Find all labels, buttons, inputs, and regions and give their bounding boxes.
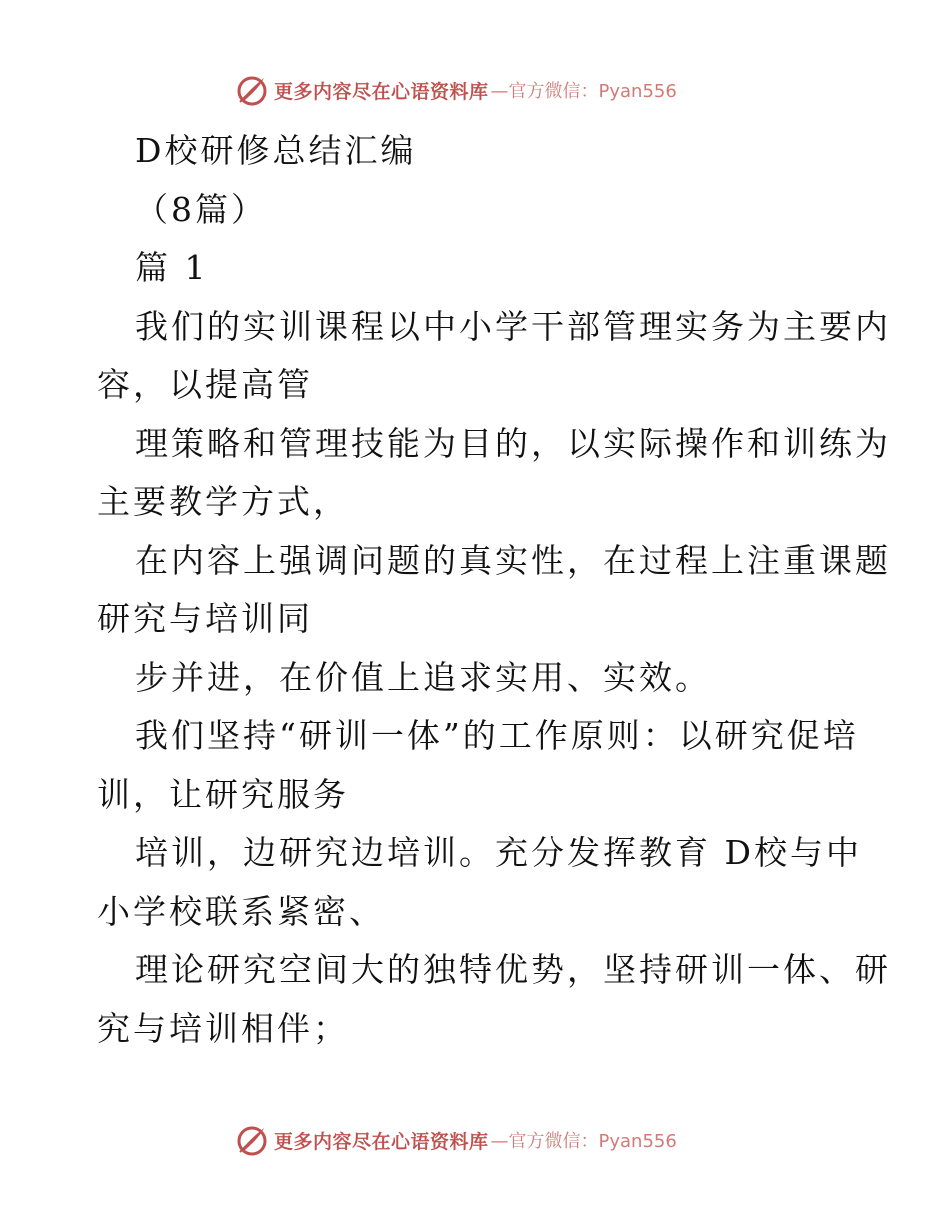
document-subtitle: （8篇）	[135, 189, 267, 229]
paragraph-line: 步并进，在价值上追求实用、实效。	[135, 657, 711, 697]
paragraph-line: 在内容上强调问题的真实性，在过程上注重课题	[135, 540, 891, 580]
footer-watermark	[236, 1123, 677, 1157]
watermark-main-text: 更多内容尽在心语资料库	[274, 80, 489, 103]
paragraph-line: 主要教学方式，	[97, 482, 349, 521]
paragraph-line: 研究与培训同	[97, 599, 313, 638]
document-title: D校研修总结汇编	[135, 131, 417, 170]
watermark-wechat-text: —官方微信：Pyan556	[490, 81, 677, 102]
paragraph-line: 理策略和管理技能为目的，以实际操作和训练为	[135, 423, 891, 463]
paragraph-line: 我们的实训课程以中小学干部管理实务为主要内	[135, 306, 891, 346]
header-watermark	[236, 73, 677, 107]
paragraph-line: 训，让研究服务	[97, 774, 349, 814]
watermark-wechat-text: —官方微信：Pyan556	[490, 1131, 677, 1152]
paragraph-line: 培训，边研究边培训。充分发挥教育 D校与中	[135, 833, 862, 872]
document-body	[97, 122, 891, 1058]
paragraph-line: 究与培训相伴；	[97, 1008, 349, 1048]
paragraph-line: 容，以提高管	[97, 365, 313, 404]
section-heading: 篇 1	[135, 248, 209, 287]
paragraph-line: 小学校联系紧密、	[97, 891, 385, 931]
paragraph-line: 我们坚持“研训一体”的工作原则：以研究促培	[135, 716, 859, 755]
quill-logo-icon	[236, 74, 268, 106]
paragraph-line: 理论研究空间大的独特优势，坚持研训一体、研	[135, 950, 891, 989]
quill-logo-icon	[236, 1124, 268, 1156]
watermark-main-text: 更多内容尽在心语资料库	[274, 1130, 489, 1153]
